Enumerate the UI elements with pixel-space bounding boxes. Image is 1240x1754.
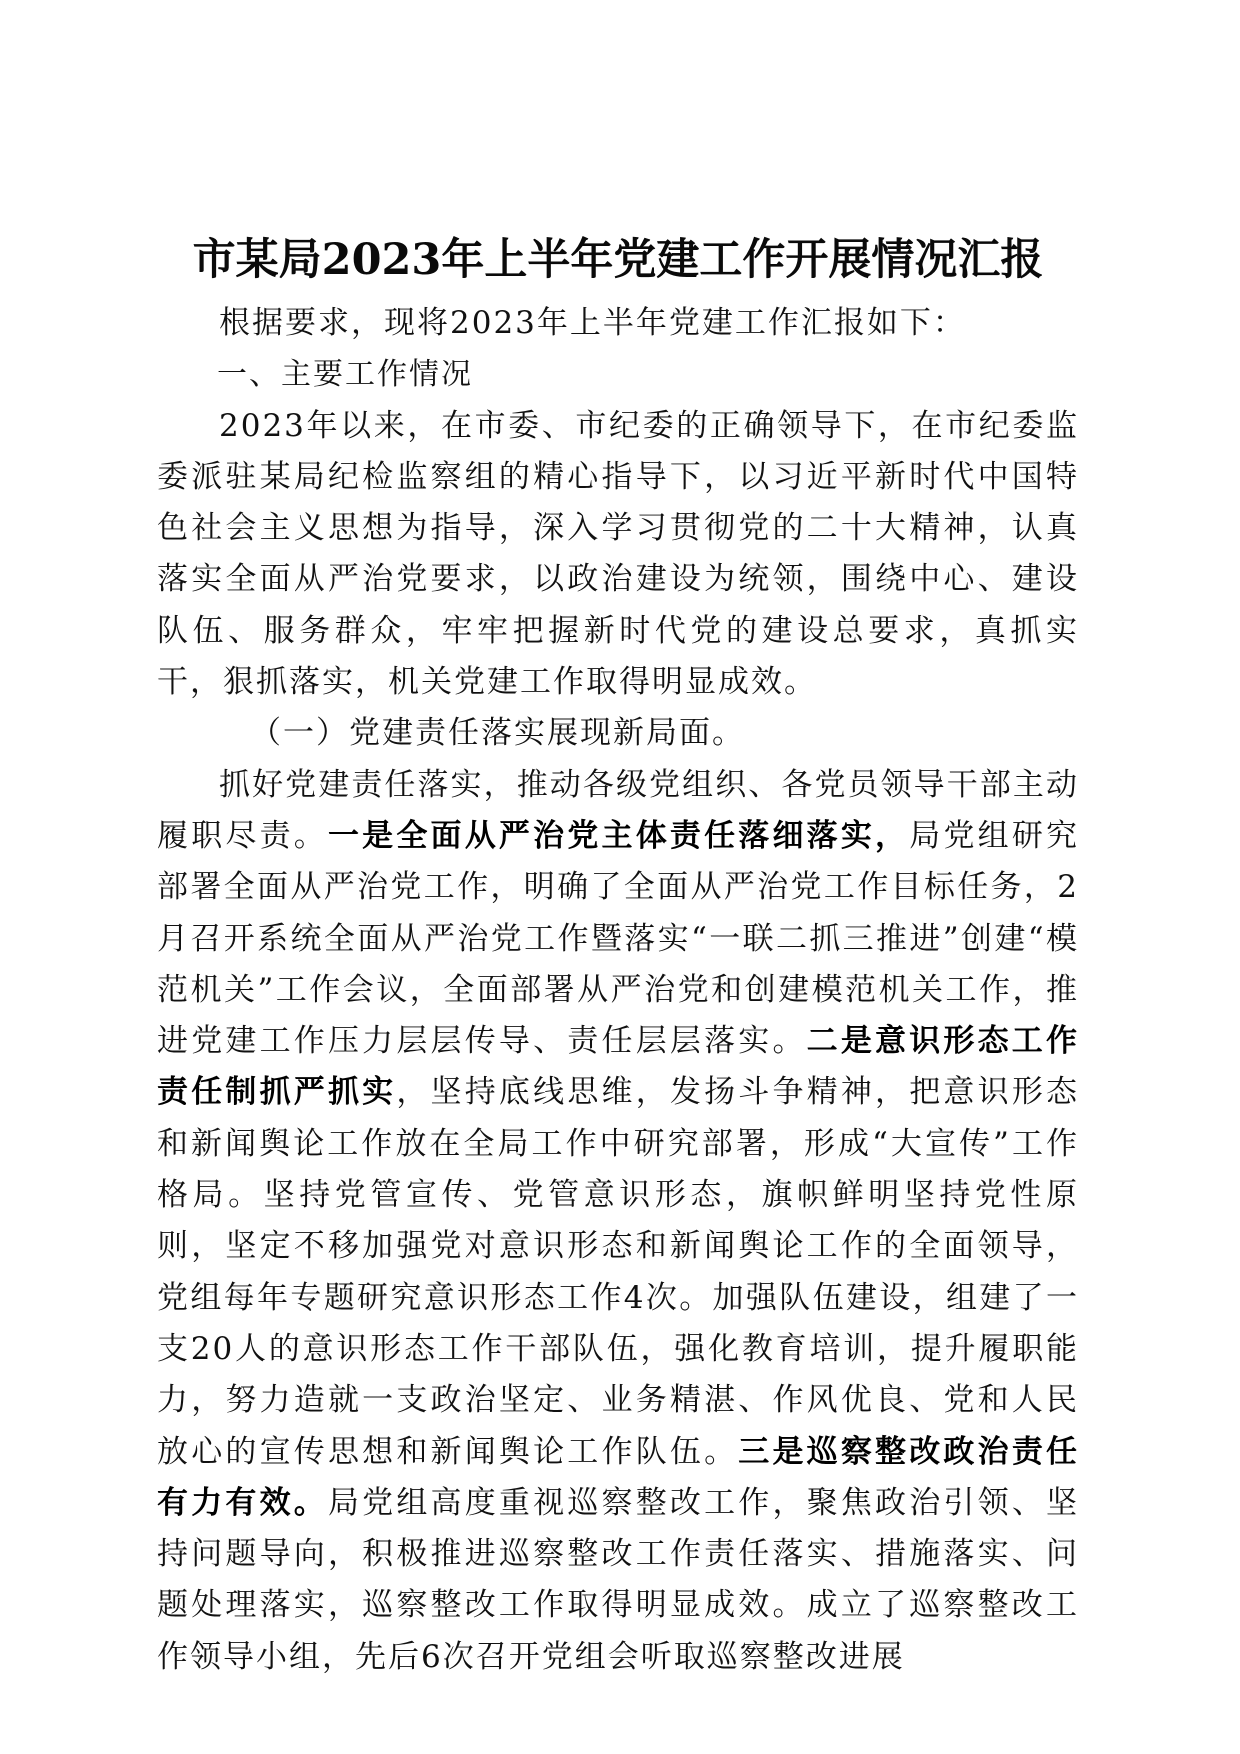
highlight-point-3: 三是巡察整改政治责任有力有效。 [157, 1433, 1080, 1521]
highlight-point-1: 一是全面从严治党主体责任落细落实， [327, 817, 910, 854]
point-3-text: 局党组高度重视巡察整改工作，聚焦政治引领、坚持问题导向，积极推进巡察整改工作责任落实、措施落实、问题处理落实，巡察整改工作取得明显成效。成立了巡察整改工作领导小组，先后6次召开党组会听取巡察整改进展 [157, 1484, 1080, 1675]
point-2-text: ，坚持底线思维，发扬斗争精神，把意识形态和新闻舆论工作放在全局工作中研究部署，形成“大宣传”工作格局。坚持党管宣传、党管意识形态，旗帜鲜明坚持党性原则，坚定不移加强党对意识形态和新闻舆论工作的全面领导，党组每年专题研究意识形态工作4次。加强队伍建设，组建了一支20人的意识形态工作干部队伍，强化教育培训，提升履职能力，努力造就一支政治坚定、业务精湛、作风优良、党和人民放心的宣传思想和新闻舆论工作队伍。 [157, 1074, 1080, 1470]
point-1-text: 局党组研究部署全面从严治党工作，明确了全面从严治党工作目标任务，2月召开系统全面从严治党工作暨落实“一联二抓三推进”创建“模范机关”工作会议，全面部署从严治党和创建模范机关工作，推进党建工作压力层层传导、责任层层落实。 [157, 817, 1080, 1060]
highlight-point-2: 二是意识形态工作责任制抓严抓实 [157, 1023, 1080, 1111]
section-heading-1: 一、主要工作情况 [217, 357, 473, 393]
subsection-1-lead: 抓好党建责任落实，推动各级党组织、各党员领导干部主动履职尽责。 [157, 766, 1079, 854]
subsection-1-paragraph [157, 760, 1079, 1683]
subsection-heading-1: （一）党建责任落实展现新局面。 [250, 715, 745, 752]
document-body [157, 230, 1079, 1683]
intro-paragraph: 根据要求，现将2023年上半年党建工作汇报如下： [219, 305, 966, 341]
document-title: 市某局2023年上半年党建工作开展情况汇报 [192, 235, 1044, 285]
section-1-paragraph: 2023年以来，在市委、市纪委的正确领导下，在市纪委监委派驻某局纪检监察组的精心指导下，以习近平新时代中国特色社会主义思想为指导，深入学习贯彻党的二十大精神，认真落实全面从严治党要求，以政治建设为统领，围绕中心、建设队伍、服务群众，牢牢把握新时代党的建设总要求，真抓实干，狠抓落实，机关党建工作取得明显成效。 [157, 407, 1079, 701]
